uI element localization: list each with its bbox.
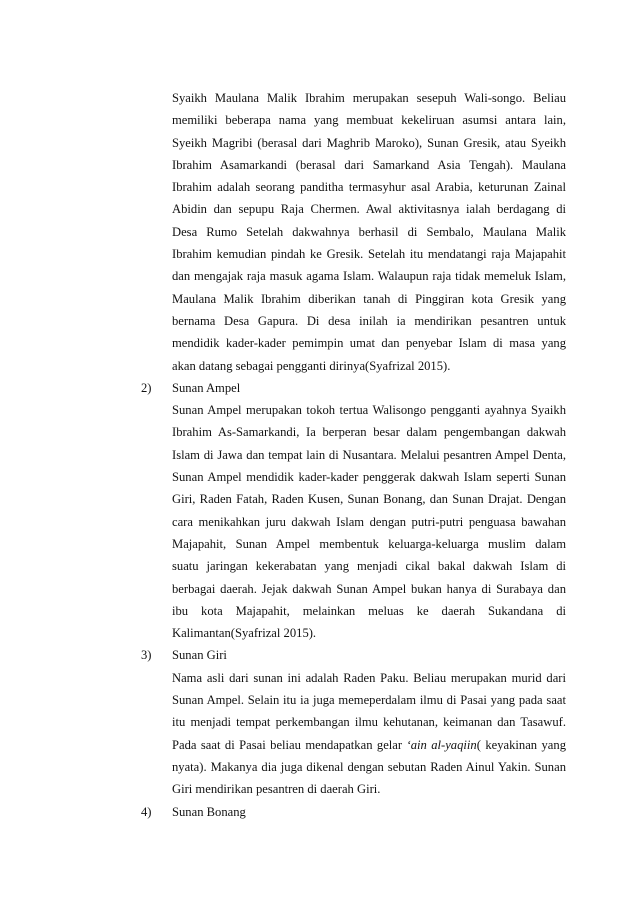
document-body [141,87,566,823]
paragraph-line: Ibrahim adalah seorang panditha termasyhur asal Arabia, keturunan Zainal [172,180,566,195]
paragraph-line: akan datang sebagai pengganti dirinya(Syafrizal 2015). [172,358,451,373]
list-item-sunan-ampel [141,377,566,645]
paragraph-line: Giri mendirikan pesantren di daerah Giri. [172,782,381,797]
paragraph-malik-ibrahim [172,87,566,377]
paragraph-line: Syaikh Maulana Malik Ibrahim merupakan sesepuh Wali-songo. Beliau [172,91,566,105]
list-item-heading [141,377,566,399]
paragraph-line: Syeikh Magribi (berasal dari Maghrib Maroko), Sunan Gresik, atau Syeikh [172,135,566,150]
paragraph-line: ibu kota Majapahit, melainkan meluas ke daerah Sukandana di [172,603,566,618]
list-item-title: Sunan Giri [172,648,227,663]
paragraph-line: Desa Rumo Setelah dakwahnya berhasil di Sembalo, Maulana Malik [172,224,566,239]
list-item-title: Sunan Bonang [172,804,246,819]
paragraph-line: Ibrahim kemudian pindah ke Gresik. Setelah itu mendatangi raja Majapahit [172,247,566,262]
paragraph-line: dan mengajak raja masuk agama Islam. Walaupun raja tidak memeluk Islam, [172,269,566,284]
list-item-heading [141,801,566,823]
paragraph-line: berbagai daerah. Jejak dakwah Sunan Ampel bukan hanya di Surabaya dan [172,581,566,596]
paragraph-line: Sunan Ampel. Selain itu ia juga memeperdalam ilmu di Pasai yang pada saat [172,693,566,708]
paragraph-line: Ibrahim Asamarkandi (berasal dari Samarkand Asia Tengah). Maulana [172,157,566,172]
paragraph-line: mendidik kader-kader pemimpin umat dan penyebar Islam di masa yang [172,336,566,351]
paragraph-line: Islam di Jawa dan tempat lain di Nusantara. Melalui pesantren Ampel Denta, [172,447,566,462]
paragraph-line: bernama Desa Gapura. Di desa inilah ia mendirikan pesantren untuk [172,313,566,328]
paragraph-line: Sunan Ampel mendidik kader-kader penggerak dakwah Islam seperti Sunan [172,470,566,485]
paragraph-line: Maulana Malik Ibrahim diberikan tanah di Pinggiran kota Gresik yang [172,291,566,306]
paragraph-line: nyata). Makanya dia juga dikenal dengan sebutan Raden Ainul Yakin. Sunan [172,759,566,774]
list-item-sunan-giri [141,644,566,800]
paragraph-line: itu menjadi tempat perkembangan ilmu kehutanan, keimanan dan Tasawuf. [172,715,566,730]
list-item-sunan-bonang [141,801,566,823]
list-item-number: 2) [141,380,152,395]
paragraph-line: Abidin dan sepupu Raja Chermen. Awal aktivitasnya ialah berdagang di [172,202,566,217]
paragraph-line: suatu jaringan kekerabatan yang menjadi cikal bakal dakwah Islam di [172,559,566,574]
paragraph-line: Ibrahim As-Samarkandi, Ia berperan besar dalam pengembangan dakwah [172,425,566,440]
paragraph-line: Nama asli dari sunan ini adalah Raden Paku. Beliau merupakan murid dari [172,670,566,685]
text-segment: ( keyakinan yang [476,737,566,752]
paragraph-line: Kalimantan(Syafrizal 2015). [172,626,317,641]
text-segment: Pada saat di Pasai beliau mendapatkan gelar [172,737,407,752]
list-item-number: 3) [141,648,152,663]
list-item-title: Sunan Ampel [172,380,241,395]
paragraph-line: memiliki beberapa nama yang membuat kekeliruan asumsi antara lain, [172,113,566,128]
italic-term: ‘ain al-yaqiin [406,737,477,752]
paragraph-line: cara menikahkan juru dakwah Islam dengan putri-putri penguasa bawahan [172,514,566,529]
paragraph-line [172,734,566,756]
list-item-heading [141,644,566,666]
paragraph-line: Sunan Ampel merupakan tokoh tertua Walisongo pengganti ayahnya Syaikh [172,403,566,418]
list-item-number: 4) [141,804,152,819]
paragraph-line: Giri, Raden Fatah, Raden Kusen, Sunan Bonang, dan Sunan Drajat. Dengan [172,492,566,507]
paragraph-line: Majapahit, Sunan Ampel membentuk keluarga-keluarga muslim dalam [172,536,566,551]
